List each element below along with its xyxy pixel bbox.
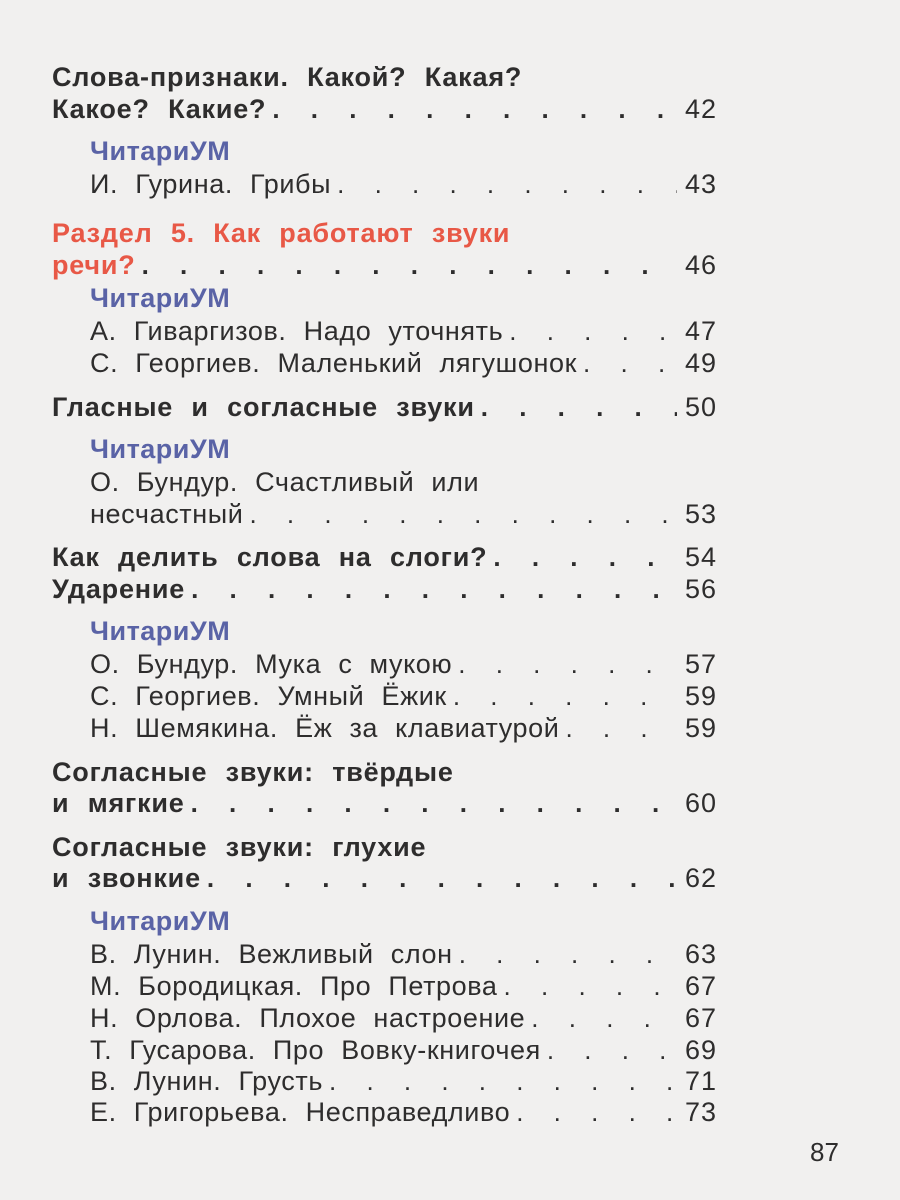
leader-dots bbox=[509, 316, 677, 347]
toc-entry-text: В. Лунин. Грусть bbox=[90, 1066, 323, 1096]
toc-entry[interactable] bbox=[90, 1097, 717, 1128]
toc-entry bbox=[90, 467, 479, 498]
toc-entry[interactable] bbox=[90, 649, 717, 680]
chitarium-label bbox=[90, 283, 230, 314]
toc-entry[interactable] bbox=[90, 681, 717, 712]
leader-dots bbox=[249, 499, 676, 530]
toc-entry-text: М. Бородицкая. Про Петрова bbox=[90, 971, 498, 1001]
leader-dots bbox=[191, 574, 677, 605]
toc-heading-row[interactable] bbox=[52, 788, 717, 819]
leader-dots bbox=[191, 788, 677, 819]
toc-entry[interactable] bbox=[90, 713, 717, 744]
page-ref: 62 bbox=[684, 863, 717, 893]
toc-entry-text: С. Георгиев. Маленький лягушонок bbox=[90, 348, 578, 378]
toc-heading-row[interactable] bbox=[52, 863, 717, 894]
section-heading-text: Раздел 5. Как работают звуки bbox=[52, 218, 511, 248]
toc-entry-text: С. Георгиев. Умный Ёжик bbox=[90, 681, 447, 711]
chitarium-label-text: ЧитариУМ bbox=[90, 136, 231, 166]
leader-dots bbox=[504, 971, 677, 1002]
chitarium-label bbox=[90, 906, 230, 937]
chitarium-label-text: ЧитариУМ bbox=[90, 616, 231, 646]
page-ref: 67 bbox=[684, 1003, 717, 1033]
toc-heading-row[interactable] bbox=[52, 542, 717, 573]
toc-entry[interactable] bbox=[90, 169, 717, 200]
toc-entry-text: Н. Шемякина. Ёж за клавиатурой bbox=[90, 713, 560, 743]
toc-entry-text: В. Лунин. Вежливый слон bbox=[90, 939, 453, 969]
toc-heading-text: и звонкие bbox=[52, 863, 201, 893]
toc-entry-text: Т. Гусарова. Про Вовку-книгочея bbox=[90, 1035, 541, 1065]
chitarium-label-text: ЧитариУМ bbox=[90, 906, 231, 936]
page-ref: 73 bbox=[684, 1097, 717, 1127]
page-ref: 46 bbox=[684, 250, 717, 280]
toc-heading-text: Ударение bbox=[52, 574, 186, 604]
toc-entry-text: несчастный bbox=[90, 499, 244, 529]
toc-entry-text: Н. Орлова. Плохое настроение bbox=[90, 1003, 526, 1033]
toc-entry[interactable] bbox=[90, 316, 717, 347]
toc-heading-row[interactable] bbox=[52, 392, 717, 423]
page-ref: 50 bbox=[684, 392, 717, 422]
page-ref: 63 bbox=[684, 939, 717, 969]
page-ref: 67 bbox=[684, 971, 717, 1001]
chitarium-label bbox=[90, 434, 230, 465]
toc-heading-text: Согласные звуки: глухие bbox=[52, 832, 427, 862]
toc-heading-text: Слова-признаки. Какой? Какая? bbox=[52, 62, 523, 92]
toc-entry-text: О. Бундур. Мука с мукою bbox=[90, 649, 453, 679]
toc-heading-text: Согласные звуки: твёрдые bbox=[52, 757, 454, 787]
toc-entry-text: А. Гиваргизов. Надо уточнять bbox=[90, 316, 504, 346]
leader-dots bbox=[272, 94, 677, 125]
toc-heading-text: Как делить слова на слоги? bbox=[52, 542, 488, 572]
leader-dots bbox=[583, 348, 677, 379]
leader-dots bbox=[516, 1097, 677, 1128]
leader-dots bbox=[493, 542, 677, 573]
leader-dots bbox=[142, 250, 677, 281]
section-heading bbox=[52, 218, 510, 249]
page-ref: 71 bbox=[684, 1066, 717, 1096]
toc-heading bbox=[52, 62, 522, 93]
toc-heading bbox=[52, 832, 426, 863]
leader-dots bbox=[458, 649, 677, 680]
page-ref: 47 bbox=[684, 316, 717, 346]
leader-dots bbox=[565, 713, 676, 744]
toc-heading-text: и мягкие bbox=[52, 788, 185, 818]
toc-entry-text: О. Бундур. Счастливый или bbox=[90, 467, 480, 497]
toc-entry[interactable] bbox=[90, 348, 717, 379]
leader-dots bbox=[531, 1003, 677, 1034]
toc-heading-row[interactable] bbox=[52, 94, 717, 125]
page-ref: 56 bbox=[684, 574, 717, 604]
chitarium-label-text: ЧитариУМ bbox=[90, 434, 231, 464]
page-ref: 60 bbox=[684, 788, 717, 818]
toc-entry[interactable] bbox=[90, 971, 717, 1002]
section-heading-row[interactable] bbox=[52, 250, 717, 281]
chitarium-label-text: ЧитариУМ bbox=[90, 283, 231, 313]
leader-dots bbox=[329, 1066, 677, 1097]
page-ref: 54 bbox=[684, 542, 717, 572]
toc-heading-row[interactable] bbox=[52, 574, 717, 605]
page-ref: 59 bbox=[684, 713, 717, 743]
chitarium-label bbox=[90, 136, 230, 167]
page-ref: 59 bbox=[684, 681, 717, 711]
page-ref: 53 bbox=[684, 499, 717, 529]
toc-heading bbox=[52, 757, 454, 788]
leader-dots bbox=[481, 392, 677, 423]
leader-dots bbox=[207, 863, 677, 894]
page-ref: 49 bbox=[684, 348, 717, 378]
page-ref: 69 bbox=[684, 1035, 717, 1065]
chitarium-label bbox=[90, 616, 230, 647]
toc-entry[interactable] bbox=[90, 499, 717, 530]
toc-entry[interactable] bbox=[90, 1066, 717, 1097]
leader-dots bbox=[547, 1035, 677, 1066]
toc-entry-text: И. Гурина. Грибы bbox=[90, 169, 332, 199]
toc-entry-text: Е. Григорьева. Несправедливо bbox=[90, 1097, 511, 1127]
toc-entry[interactable] bbox=[90, 1035, 717, 1066]
section-heading-text: речи? bbox=[52, 250, 136, 280]
leader-dots bbox=[337, 169, 677, 200]
page-number: 87 bbox=[810, 1137, 839, 1167]
toc-entry[interactable] bbox=[90, 1003, 717, 1034]
toc-entry[interactable] bbox=[90, 939, 717, 970]
leader-dots bbox=[459, 939, 677, 970]
leader-dots bbox=[453, 681, 677, 712]
page-ref: 42 bbox=[684, 94, 717, 124]
toc-heading-text: Какое? Какие? bbox=[52, 94, 267, 124]
page-ref: 57 bbox=[684, 649, 717, 679]
page-ref: 43 bbox=[684, 169, 717, 199]
toc-heading-text: Гласные и согласные звуки bbox=[52, 392, 475, 422]
